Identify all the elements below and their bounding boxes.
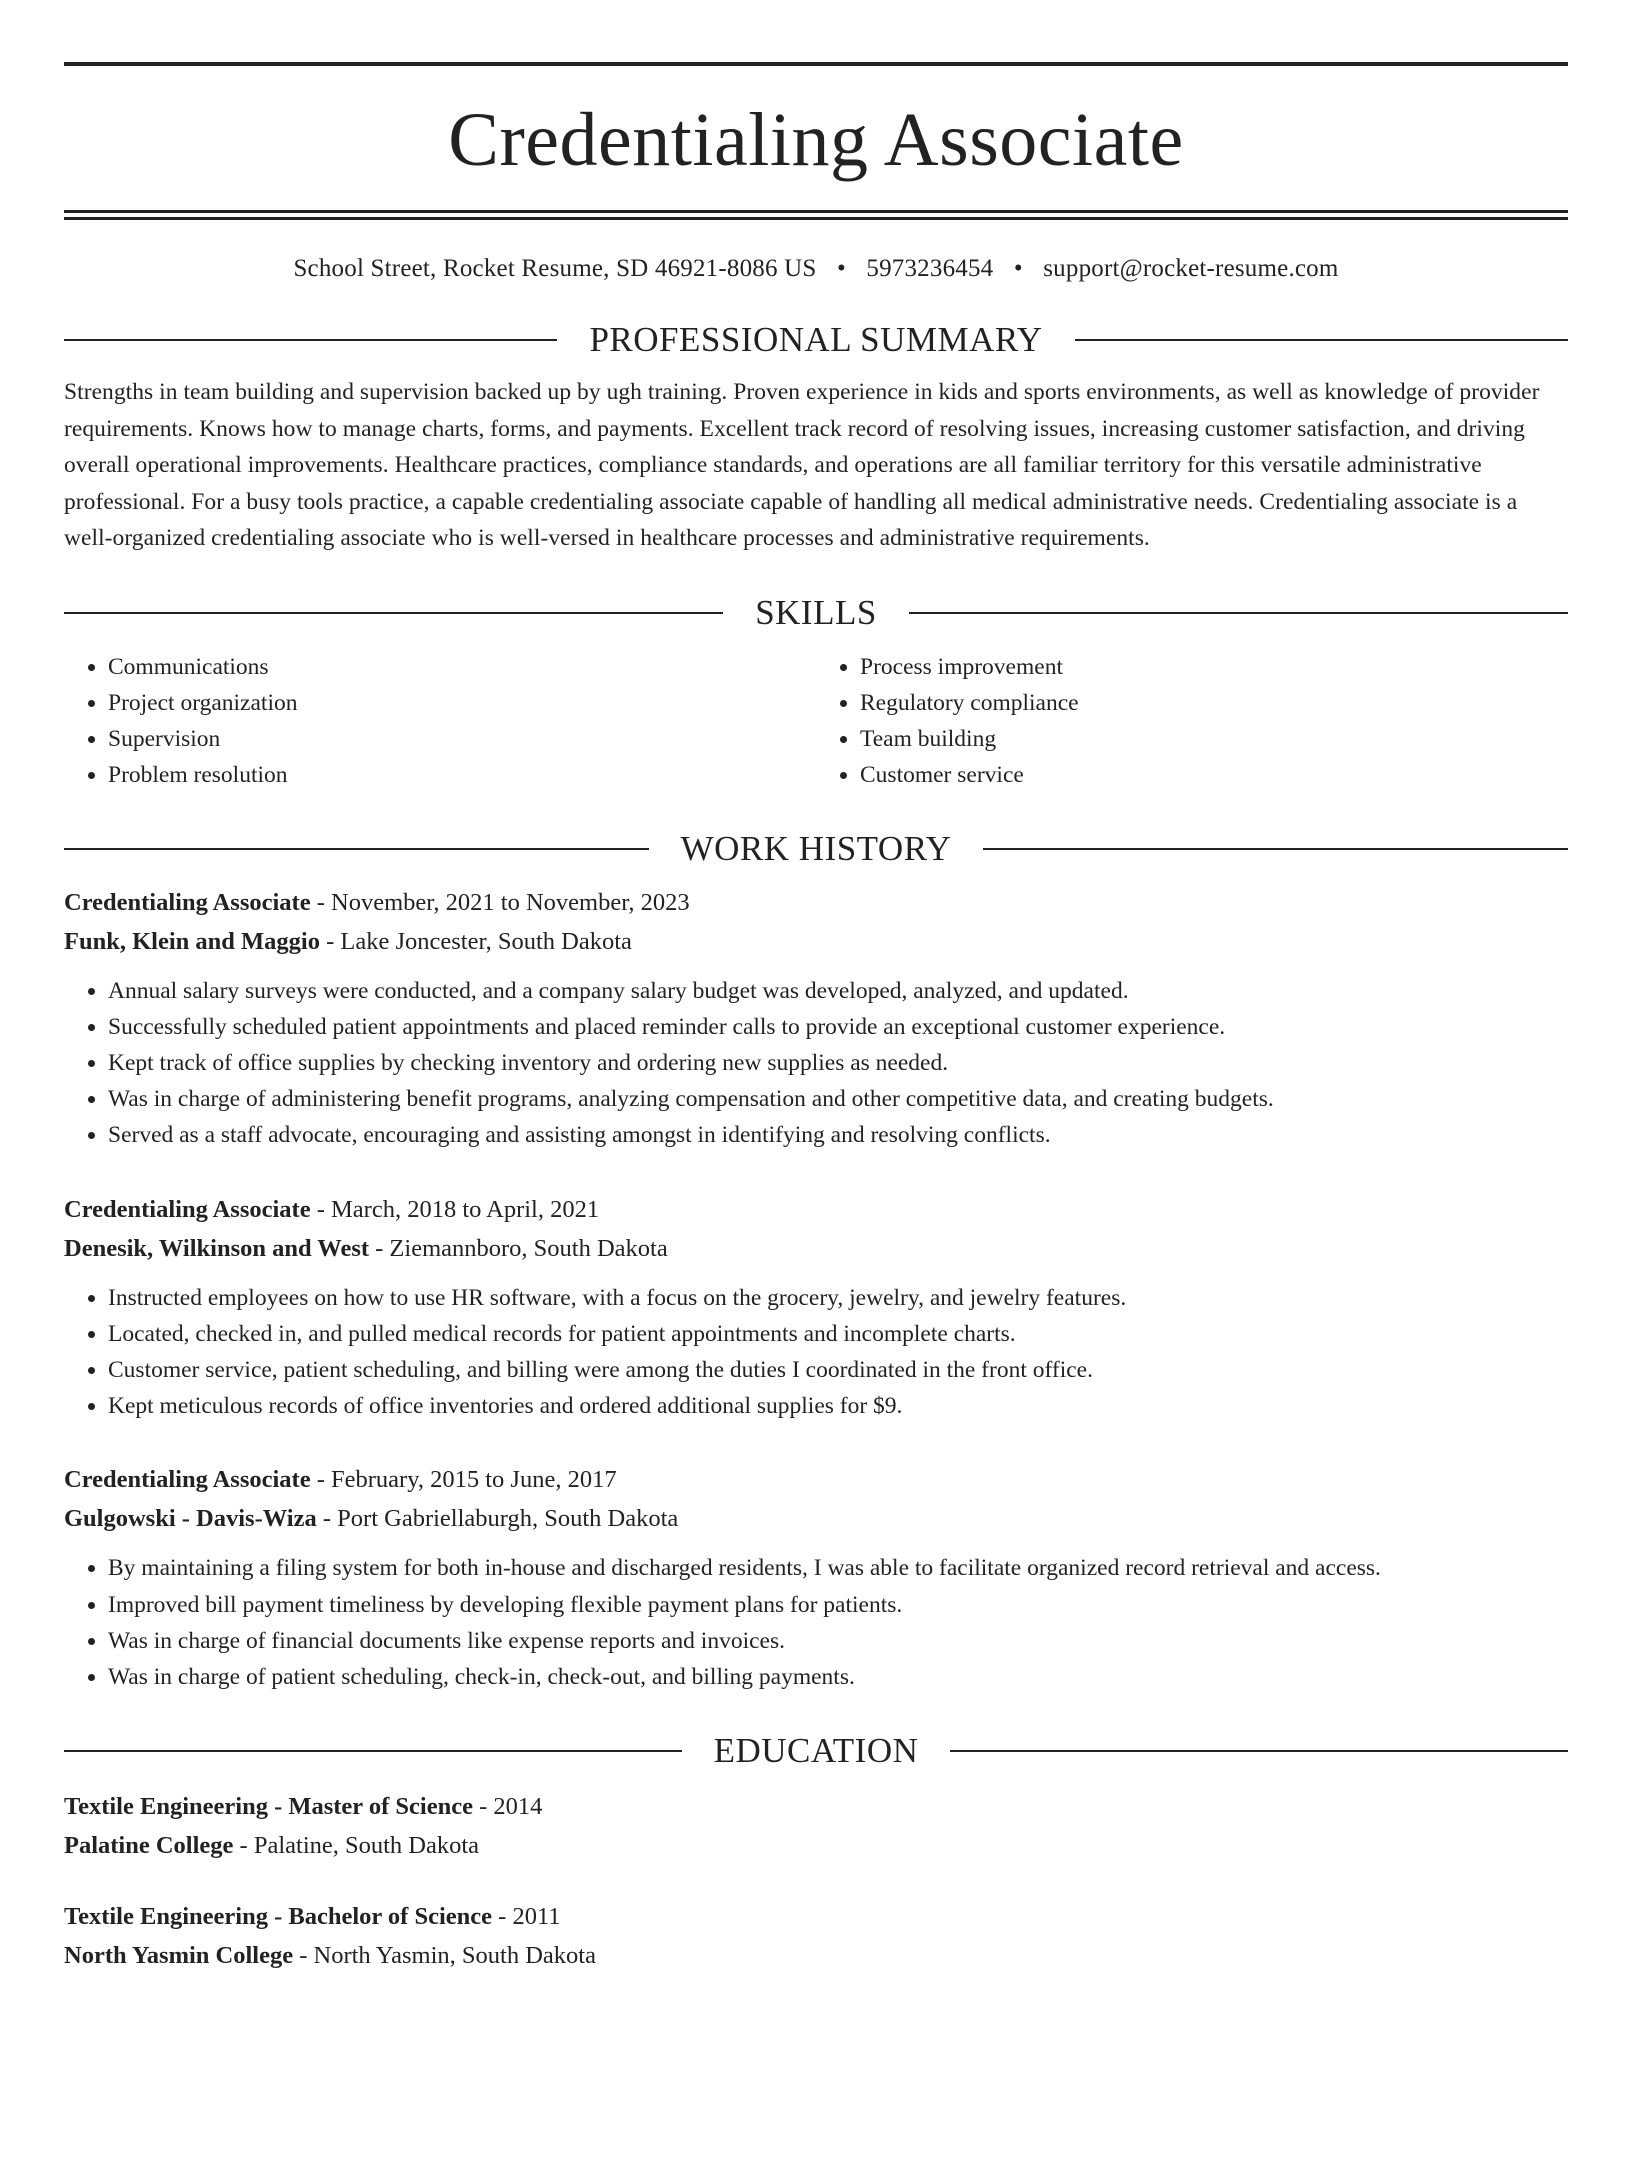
- job-company: Funk, Klein and Maggio: [64, 927, 320, 955]
- skill-item: • Customer service: [860, 757, 1568, 793]
- job-title: Credentialing Associate: [64, 888, 311, 916]
- degree-line: [64, 1897, 1568, 1936]
- degree-year: - 2011: [492, 1903, 561, 1931]
- heading-rule: [909, 612, 1568, 614]
- school-line: [64, 1826, 1568, 1865]
- job-dates: - November, 2021 to November, 2023: [310, 888, 690, 916]
- summary-heading-title: PROFESSIONAL SUMMARY: [589, 320, 1043, 359]
- job-title-line: [64, 1190, 1568, 1229]
- education-heading: [64, 1731, 1568, 1771]
- job-location: - Ziemannboro, South Dakota: [369, 1234, 668, 1262]
- school-name: North Yasmin College: [64, 1942, 294, 1970]
- degree-line: [64, 1787, 1568, 1826]
- job-title: Credentialing Associate: [64, 1466, 311, 1494]
- job-title-line: [64, 883, 1568, 922]
- job-company: Gulgowski - Davis-Wiza: [64, 1505, 317, 1533]
- job-dates: - February, 2015 to June, 2017: [310, 1466, 617, 1494]
- job-duties: [64, 1280, 1568, 1425]
- summary-heading: [64, 320, 1568, 360]
- skills-heading: [64, 593, 1568, 633]
- skill-item: • Problem resolution: [108, 757, 816, 793]
- skills-column-right: [816, 649, 1568, 793]
- duty-item: • Improved bill payment timeliness by developing flexible payment plans for patients.: [108, 1587, 1568, 1623]
- job-company: Denesik, Wilkinson and West: [64, 1234, 370, 1262]
- school-line: [64, 1936, 1568, 1975]
- heading-rule: [64, 612, 723, 614]
- duty-item: • Was in charge of administering benefit programs, analyzing compensation and other competitive data, and creating budgets.: [108, 1081, 1568, 1117]
- job-entry: [64, 883, 1568, 1154]
- job-entry: [64, 1190, 1568, 1425]
- name-double-rule: [64, 210, 1568, 220]
- job-location: - Port Gabriellaburgh, South Dakota: [316, 1505, 679, 1533]
- degree-name: Textile Engineering - Master of Science: [64, 1793, 473, 1821]
- duty-item: • Annual salary surveys were conducted, and a company salary budget was developed, analyzed, and updated.: [108, 973, 1568, 1009]
- job-duties: [64, 973, 1568, 1154]
- skill-item: • Process improvement: [860, 649, 1568, 685]
- heading-rule: [64, 339, 557, 341]
- job-company-line: [64, 922, 1568, 961]
- duty-item: • Instructed employees on how to use HR software, with a focus on the grocery, jewelry, and jewelry features.: [108, 1280, 1568, 1316]
- heading-rule: [950, 1750, 1568, 1752]
- job-location: - Lake Joncester, South Dakota: [319, 927, 632, 955]
- heading-rule: [64, 848, 649, 850]
- contact-line: [64, 254, 1568, 284]
- school-name: Palatine College: [64, 1832, 234, 1860]
- skill-item: • Project organization: [108, 685, 816, 721]
- duty-item: • Kept track of office supplies by checking inventory and ordering new supplies as needed.: [108, 1045, 1568, 1081]
- contact-email: support@rocket-resume.com: [1043, 255, 1339, 282]
- skill-item: • Communications: [108, 649, 816, 685]
- duty-item: • Was in charge of financial documents like expense reports and invoices.: [108, 1623, 1568, 1659]
- top-rule: [64, 62, 1568, 66]
- skills-heading-title: SKILLS: [755, 592, 877, 632]
- education-heading-title: EDUCATION: [713, 1731, 919, 1771]
- job-title-line: [64, 1460, 1568, 1499]
- duty-item: • Customer service, patient scheduling, and billing were among the duties I coordinated in the front office.: [108, 1352, 1568, 1388]
- duty-item: • Served as a staff advocate, encouraging and assisting amongst in identifying and resolving conflicts.: [108, 1117, 1568, 1153]
- school-location: - North Yasmin, South Dakota: [293, 1942, 596, 1970]
- job-duties: [64, 1550, 1568, 1695]
- education-entry: [64, 1897, 1568, 1975]
- work-heading-title: WORK HISTORY: [680, 828, 952, 868]
- summary-text: Strengths in team building and supervision backed up by ugh training. Proven experience in kids and sports environments, as well as knowledge of provider requirements. Knows how to manage charts, forms, and payments. Excellent track record of resolving issues, increasing customer satisfaction, and driving overall operational improvements. Healthcare practices, compliance standards, and operations are all familiar territory for this versatile administrative professional. For a busy tools practice, a capable credentialing associate capable of handling all medical administrative needs. Credentialing associate is a well-organized credentialing associate who is well-versed in healthcare processes and administrative requirements.: [64, 379, 1540, 551]
- job-entry: [64, 1460, 1568, 1695]
- skills-column-left: [64, 649, 816, 793]
- contact-phone: 5973236454: [866, 255, 994, 282]
- resume-page: [0, 62, 1632, 2174]
- duty-item: • Successfully scheduled patient appointments and placed reminder calls to provide an exceptional customer experience.: [108, 1009, 1568, 1045]
- heading-rule: [1075, 339, 1568, 341]
- contact-separator: •: [836, 255, 846, 282]
- duty-item: • Kept meticulous records of office inventories and ordered additional supplies for $9.: [108, 1388, 1568, 1424]
- job-title: Credentialing Associate: [64, 1195, 311, 1223]
- duty-item: • By maintaining a filing system for both in-house and discharged residents, I was able to facilitate organized record retrieval and access.: [108, 1550, 1568, 1586]
- duty-item: • Was in charge of patient scheduling, check-in, check-out, and billing payments.: [108, 1659, 1568, 1695]
- job-company-line: [64, 1229, 1568, 1268]
- skill-item: • Regulatory compliance: [860, 685, 1568, 721]
- contact-separator: •: [1013, 255, 1023, 282]
- education-entry: [64, 1787, 1568, 1865]
- skill-item: • Supervision: [108, 721, 816, 757]
- job-company-line: [64, 1499, 1568, 1538]
- degree-name: Textile Engineering - Bachelor of Science: [64, 1903, 493, 1931]
- skill-item: • Team building: [860, 721, 1568, 757]
- school-location: - Palatine, South Dakota: [233, 1832, 480, 1860]
- contact-address: School Street, Rocket Resume, SD 46921-8086 US: [293, 255, 817, 282]
- resume-name: Credentialing Associate: [448, 98, 1184, 182]
- job-dates: - March, 2018 to April, 2021: [310, 1195, 600, 1223]
- heading-rule: [983, 848, 1568, 850]
- degree-year: - 2014: [472, 1793, 543, 1821]
- heading-rule: [64, 1750, 682, 1752]
- duty-item: • Located, checked in, and pulled medical records for patient appointments and incomplete charts.: [108, 1316, 1568, 1352]
- work-heading: [64, 829, 1568, 869]
- skills-list: [64, 649, 1568, 793]
